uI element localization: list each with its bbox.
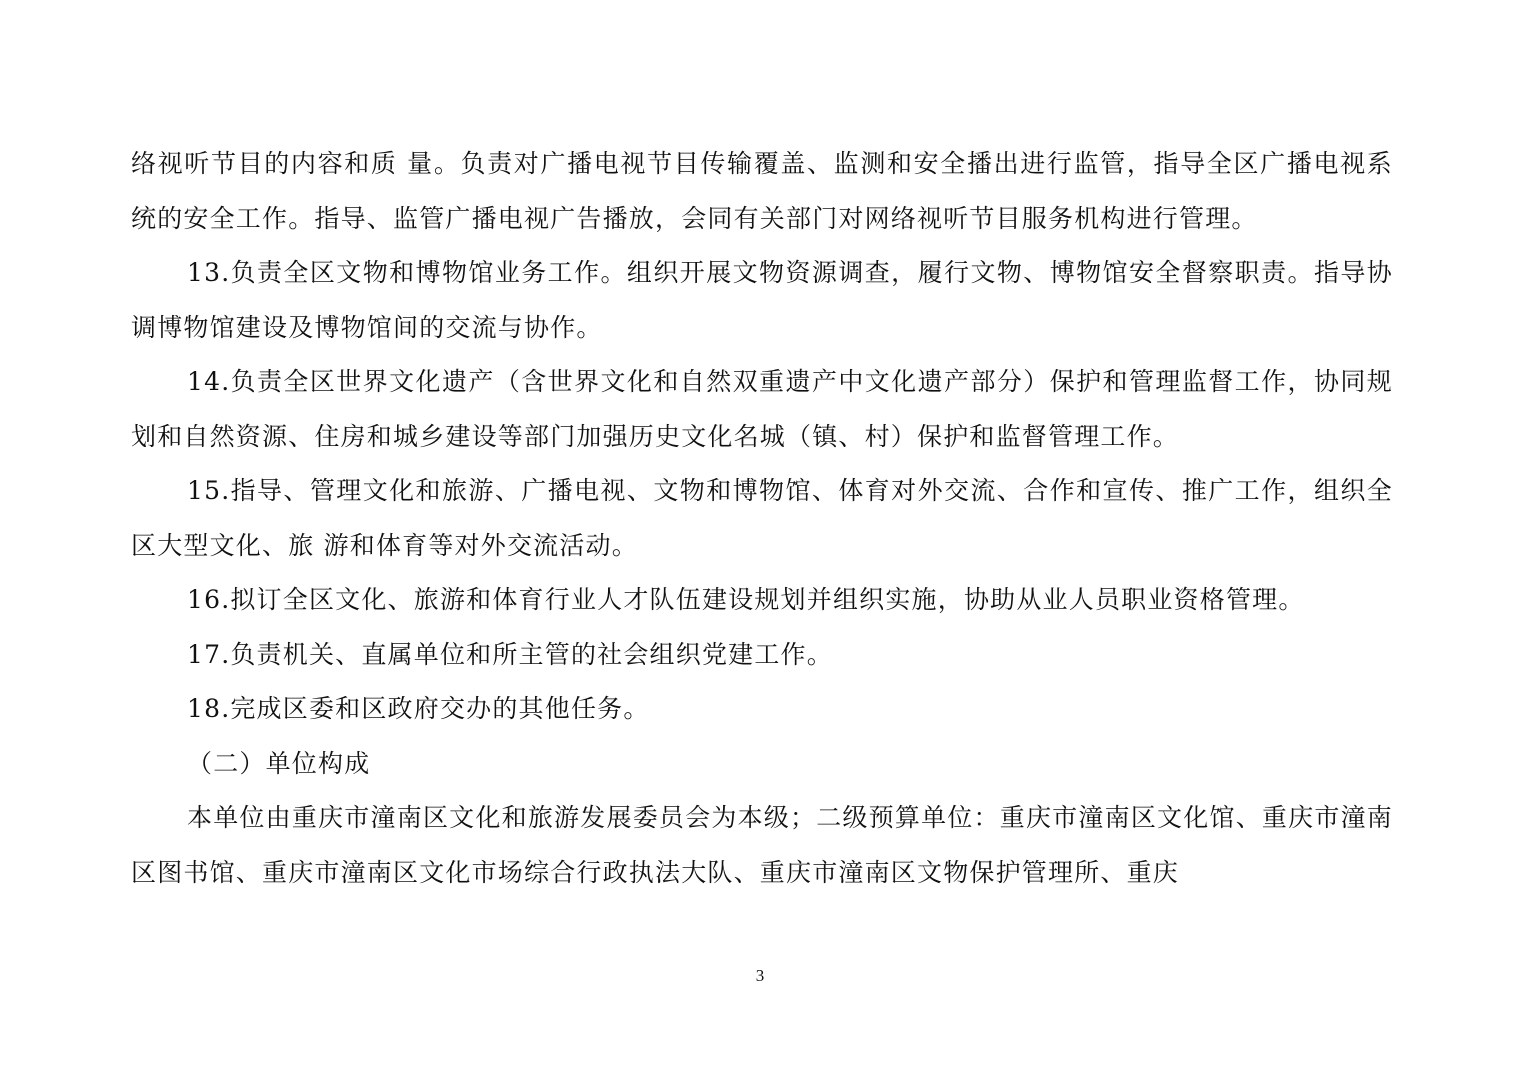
paragraph-item-16: 16.拟订全区文化、旅游和体育行业人才队伍建设规划并组织实施，协助从业人员职业资格管理。	[187, 585, 1305, 614]
paragraph-item-13: 13.负责全区文物和博物馆业务工作。组织开展文物资源调查，履行文物、博物馆安全督察职责。指导协调博物馆建设及博物馆间的交流与协作。	[131, 258, 1393, 342]
paragraph-item-18: 18.完成区委和区政府交办的其他任务。	[187, 694, 650, 723]
page-number: 3	[755, 966, 765, 985]
paragraph-item-17: 17.负责机关、直属单位和所主管的社会组织党建工作。	[187, 639, 833, 669]
section-heading-unit-composition: （二）单位构成	[187, 748, 371, 778]
paragraph-continued-12: 络视听节目的内容和质 量。负责对广播电视节目传输覆盖、监测和安全播出进行监管，指导全区广播电视系统的安全工作。指导、监管广播电视广告播放，会同有关部门对网络视听节目服务机构进行管理。	[131, 149, 1393, 233]
paragraph-unit-composition: 本单位由重庆市潼南区文化和旅游发展委员会为本级；二级预算单位：重庆市潼南区文化馆、重庆市潼南区图书馆、重庆市潼南区文化市场综合行政执法大队、重庆市潼南区文物保护管理所、重庆	[131, 803, 1393, 887]
paragraph-item-15: 15.指导、管理文化和旅游、广播电视、文物和博物馆、体育对外交流、合作和宣传、推广工作，组织全区大型文化、旅 游和体育等对外交流活动。	[131, 476, 1393, 560]
body-text	[131, 137, 1393, 900]
paragraph-item-14: 14.负责全区世界文化遗产（含世界文化和自然双重遗产中文化遗产部分）保护和管理监督工作，协同规划和自然资源、住房和城乡建设等部门加强历史文化名城（镇、村）保护和监督管理工作。	[131, 367, 1393, 451]
